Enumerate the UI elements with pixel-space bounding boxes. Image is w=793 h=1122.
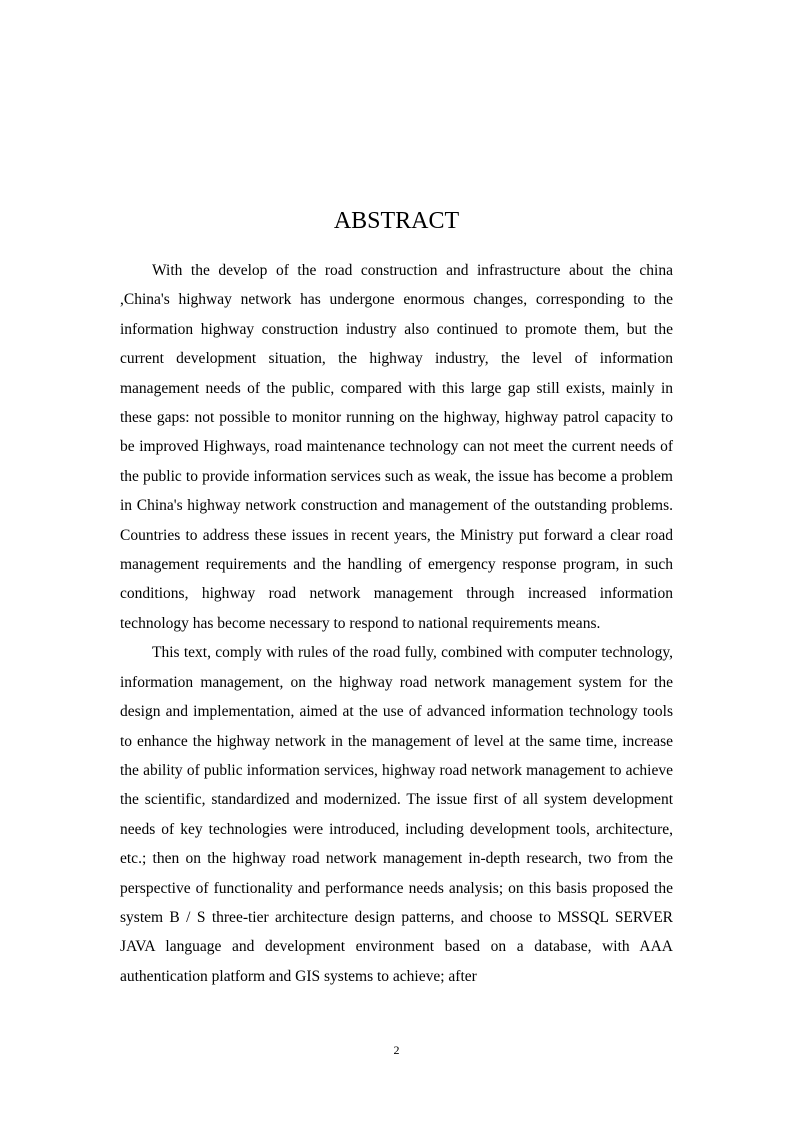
page-number: 2 [393,1043,400,1057]
page-title: ABSTRACT [333,208,460,234]
abstract-paragraph: This text, comply with rules of the road fully, combined with computer technology, information management, on the highway road network management system for the design and implementation, aimed at the use of advanced information technology tools to enhance the highway network in the management of level at the same time, increase the ability of public information services, highway road network management to achieve the scientific, standardized and modernized. The issue first of all system development needs of key technologies were introduced, including development tools, architecture, etc.; then on the highway road network management in-depth research, two from the perspective of functionality and performance needs analysis; on this basis proposed the system B / S three-tier architecture design patterns, and choose to MSSQL SERVER JAVA language and development environment based on a database, with AAA authentication platform and GIS systems to achieve; after [120,644,673,985]
abstract-paragraph: With the develop of the road construction and infrastructure about the china ,China's highway network has undergone enormous changes, corresponding to the information highway construction industry also continued to promote them, but the current development situation, the highway industry, the level of information management needs of the public, compared with this large gap still exists, mainly in these gaps: not possible to monitor running on the highway, highway patrol capacity to be improved Highways, road maintenance technology can not meet the current needs of the public to provide information services such as weak, the issue has become a problem in China's highway network construction and management of the outstanding problems. Countries to address these issues in recent years, the Ministry put forward a clear road management requirements and the handling of emergency response program, in such conditions, highway road network management through increased information technology has become necessary to respond to national requirements means. [120,262,673,632]
abstract-body [120,256,673,991]
